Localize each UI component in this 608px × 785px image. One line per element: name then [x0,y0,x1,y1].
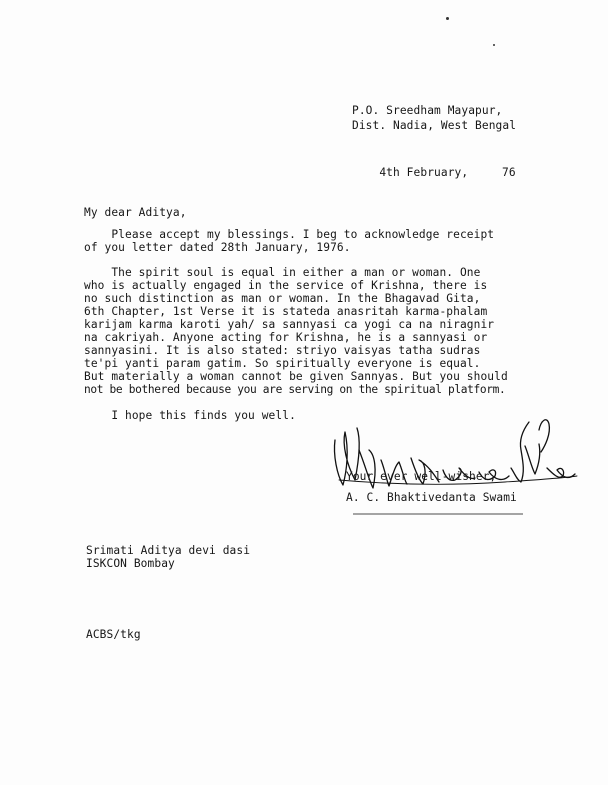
recipient-line-1: Srimati Aditya devi dasi [86,544,251,557]
paragraph-2-line: na cakriyah. Anyone acting for Krishna, he is a sannyasi or [84,331,488,344]
paragraph-2-line: karijam karma karoti yah/ sa sannyasi ca yogi ca na niragnir [84,318,495,331]
ink-speck [446,17,449,20]
salutation: My dear Aditya, [84,206,187,219]
signer-name: A. C. Bhaktivedanta Swami [346,491,517,504]
sender-address-line-2: Dist. Nadia, West Bengal [352,119,517,132]
paragraph-2-line: te'pi yanti param gatim. So spiritually everyone is equal. [84,357,481,370]
reference-initials: ACBS/tkg [86,628,141,641]
date-year: 76 [502,166,516,179]
paragraph-3: I hope this finds you well. [84,409,296,422]
paragraph-2-line: 6th Chapter, 1st Verse it is stateda anasritah karma-phalam [84,305,488,318]
paragraph-2-line: The spirit soul is equal in either a man or woman. One [84,266,481,279]
paragraph-2-line: who is actually engaged in the service of Krishna, there is [84,279,488,292]
complimentary-closing: Your ever well-wisher, [346,470,497,483]
letter-date [352,153,522,192]
recipient-line-2: ISKCON Bombay [86,557,175,570]
date-day-month: 4th February, [379,166,469,179]
ink-speck [493,44,495,46]
paragraph-1-line: of you letter dated 28th January, 1976. [84,241,351,254]
paragraph-2-line: not be bothered because you are serving on the spiritual platform. [84,383,506,396]
sender-address-line-1: P.O. Sreedham Mayapur, [352,104,503,117]
paragraph-2-line: no such distinction as man or woman. In the Bhagavad Gita, [84,292,481,305]
paragraph-1-line: Please accept my blessings. I beg to acknowledge receipt [84,228,495,241]
signature-underline [268,513,608,515]
paragraph-2-line: sannyasini. It is also stated: striyo vaisyas tatha sudras [84,344,481,357]
paragraph-2-line: But materially a woman cannot be given Sannyas. But you should [84,370,508,383]
